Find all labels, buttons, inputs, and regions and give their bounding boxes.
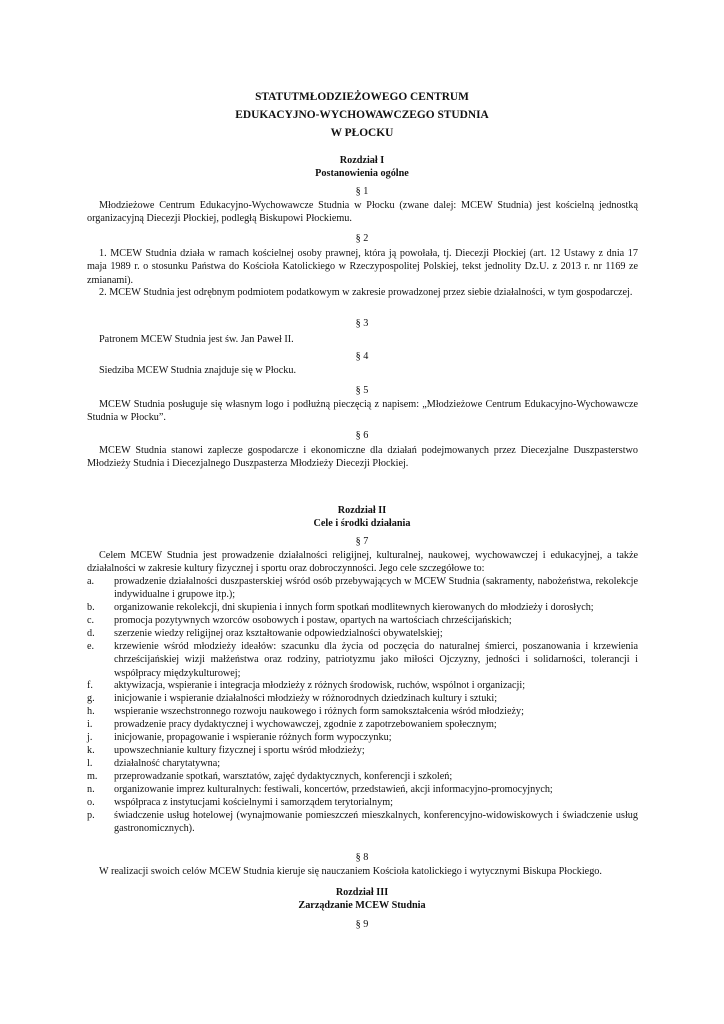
chapter-1-name: Postanowienia ogólne bbox=[315, 168, 409, 179]
list-marker: e. bbox=[87, 641, 95, 652]
list-text: świadczenie usług hotelowej (wynajmowanie pomieszczeń mieszkalnych, konferencyjno-widowiskowych i świadczenie usług gastronomicznych). bbox=[114, 810, 638, 835]
list-item bbox=[87, 692, 638, 705]
section-6-text: MCEW Studnia stanowi zaplecze gospodarcze i ekonomiczne dla działań podejmowanych przez Diecezjalne Duszpasterstwo Młodzieży Studnia i Diecezjalnego Duszpasterza Młodzieży Diecezji Płockiej. bbox=[87, 445, 638, 470]
list-text: prowadzenie pracy dydaktycznej i wychowawczej, zgodnie z zapotrzebowaniem społecznym; bbox=[114, 719, 497, 730]
list-text: organizowanie imprez kulturalnych: festiwali, koncertów, przedstawień, akcji informacyjno-promocyjnych; bbox=[114, 784, 553, 795]
list-marker: p. bbox=[87, 810, 95, 821]
chapter-1-label: Rozdział I bbox=[339, 155, 385, 166]
list-marker: j. bbox=[87, 732, 93, 743]
list-text: promocja pozytywnych wzorców osobowych i postaw, opartych na wartościach chrześcijańskich; bbox=[114, 615, 512, 626]
list-item bbox=[87, 770, 638, 783]
list-marker: a. bbox=[87, 576, 95, 587]
list-marker: f. bbox=[87, 680, 93, 691]
section-1-text: Młodzieżowe Centrum Edukacyjno-Wychowawcze Studnia w Płocku (zwane dalej: MCEW Studnia) jest kościelną jednostką organizacyjną Diecezji Płockiej, podległą Biskupowi Płockiemu. bbox=[87, 200, 638, 225]
section-7-sign: § 7 bbox=[355, 536, 369, 547]
list-item bbox=[87, 614, 638, 627]
list-marker: m. bbox=[87, 771, 98, 782]
list-marker: d. bbox=[87, 628, 95, 639]
list-marker: h. bbox=[87, 706, 95, 717]
list-text: działalność charytatywna; bbox=[114, 758, 221, 769]
section-7-intro: Celem MCEW Studnia jest prowadzenie działalności religijnej, kulturalnej, naukowej, wychowawczej i edukacyjnej, a także działalności w zakresie kultury fizycznej i sportu oraz dobroczynności. Jego cele szczegółowe to: bbox=[87, 550, 638, 575]
section-5-text: MCEW Studnia posługuje się własnym logo i podłużną pieczęcią z napisem: „Młodzieżowe Centrum Edukacyjno-Wychowawcze Studnia w Płocku”. bbox=[87, 399, 638, 424]
section-2-sign: § 2 bbox=[355, 233, 369, 244]
list-marker: k. bbox=[87, 745, 95, 756]
list-text: organizowanie rekolekcji, dni skupienia i innych form spotkań modlitewnych kierowanych do młodzieży i dorosłych; bbox=[114, 602, 594, 613]
list-text: wspieranie wszechstronnego rozwoju naukowego i różnych form samokształcenia wśród młodzieży; bbox=[114, 706, 524, 717]
section-4-sign: § 4 bbox=[355, 351, 369, 362]
section-9-sign: § 9 bbox=[355, 919, 369, 930]
list-item bbox=[87, 679, 638, 692]
document-title-line-2: EDUKACYJNO-WYCHOWAWCZEGO STUDNIA bbox=[235, 109, 489, 121]
chapter-3-label: Rozdział III bbox=[335, 887, 389, 898]
chapter-2-label: Rozdział II bbox=[337, 505, 387, 516]
section-3-sign: § 3 bbox=[355, 318, 369, 329]
list-text: inicjowanie i wspieranie działalności młodzieży w różnorodnych dziedzinach kultury i sztuki; bbox=[114, 693, 498, 704]
section-8-sign: § 8 bbox=[355, 852, 369, 863]
list-marker: i. bbox=[87, 719, 93, 730]
list-text: przeprowadzanie spotkań, warsztatów, zajęć dydaktycznych, konferencji i szkoleń; bbox=[114, 771, 453, 782]
list-text: prowadzenie działalności duszpasterskiej wśród osób przebywających w MCEW Studnia (sakramenty, nabożeństwa, rekolekcje indywidualne i grupowe itp.); bbox=[114, 576, 638, 601]
list-item bbox=[87, 627, 638, 640]
list-marker: n. bbox=[87, 784, 95, 795]
list-item bbox=[87, 796, 638, 809]
list-item bbox=[87, 718, 638, 731]
list-marker: c. bbox=[87, 615, 95, 626]
list-text: inicjowanie, propagowanie i wspieranie różnych form wypoczynku; bbox=[114, 732, 392, 743]
list-marker: l. bbox=[87, 758, 93, 769]
section-1-sign: § 1 bbox=[355, 186, 369, 197]
section-2-point-2: 2. MCEW Studnia jest odrębnym podmiotem podatkowym w zakresie prowadzonej przez siebie działalności, w tym gospodarczej. bbox=[99, 287, 633, 298]
chapter-3-name: Zarządzanie MCEW Studnia bbox=[298, 900, 426, 911]
list-marker: o. bbox=[87, 797, 95, 808]
list-item bbox=[87, 640, 638, 680]
list-item bbox=[87, 575, 638, 602]
list-item bbox=[87, 757, 638, 770]
list-text: upowszechnianie kultury fizycznej i sportu wśród młodzieży; bbox=[114, 745, 365, 756]
list-text: szerzenie wiedzy religijnej oraz kształtowanie odpowiedzialności obywatelskiej; bbox=[114, 628, 443, 639]
section-6-sign: § 6 bbox=[355, 430, 369, 441]
section-3-text: Patronem MCEW Studnia jest św. Jan Paweł II. bbox=[99, 334, 294, 345]
section-2-point-1: 1. MCEW Studnia działa w ramach kościelnej osoby prawnej, która ją powołała, tj. Diecezji Płockiej (art. 12 Ustawy z dnia 17 maja 1989 r. o stosunku Państwa do Kościoła Katolickiego w Rzeczypospolitej Polskiej, tekst jednolity Dz.U. z 2013 r. nr 1169 ze zmianami). bbox=[87, 248, 638, 286]
section-8-text: W realizacji swoich celów MCEW Studnia kieruje się nauczaniem Kościoła katolickiego i wytycznymi Biskupa Płockiego. bbox=[99, 866, 602, 877]
document-title-line-3: W PŁOCKU bbox=[330, 127, 394, 139]
list-marker: g. bbox=[87, 693, 95, 704]
list-item bbox=[87, 744, 638, 757]
list-text: krzewienie wśród młodzieży ideałów: szacunku dla życia od poczęcia do naturalnej śmierci, poszanowania i krzewienia chrześcijańskiej wizji małżeństwa oraz rodziny, patriotyzmu jako miłości Ojczyzny, jedności i solidarności, tolerancji i współpracy międzykulturowej; bbox=[114, 641, 638, 679]
list-text: współpraca z instytucjami kościelnymi i samorządem terytorialnym; bbox=[114, 797, 393, 808]
list-text: aktywizacja, wspieranie i integracja młodzieży z różnych środowisk, ruchów, wspólnot i organizacji; bbox=[114, 680, 526, 691]
list-marker: b. bbox=[87, 602, 95, 613]
document-title-line-1: STATUTMŁODZIEŻOWEGO CENTRUM bbox=[255, 91, 469, 103]
list-item bbox=[87, 731, 638, 744]
list-item bbox=[87, 601, 638, 614]
list-item bbox=[87, 809, 638, 836]
list-item bbox=[87, 783, 638, 796]
chapter-2-name: Cele i środki działania bbox=[313, 518, 411, 529]
section-5-sign: § 5 bbox=[355, 385, 369, 396]
section-4-text: Siedziba MCEW Studnia znajduje się w Płocku. bbox=[99, 365, 297, 376]
list-item bbox=[87, 705, 638, 718]
